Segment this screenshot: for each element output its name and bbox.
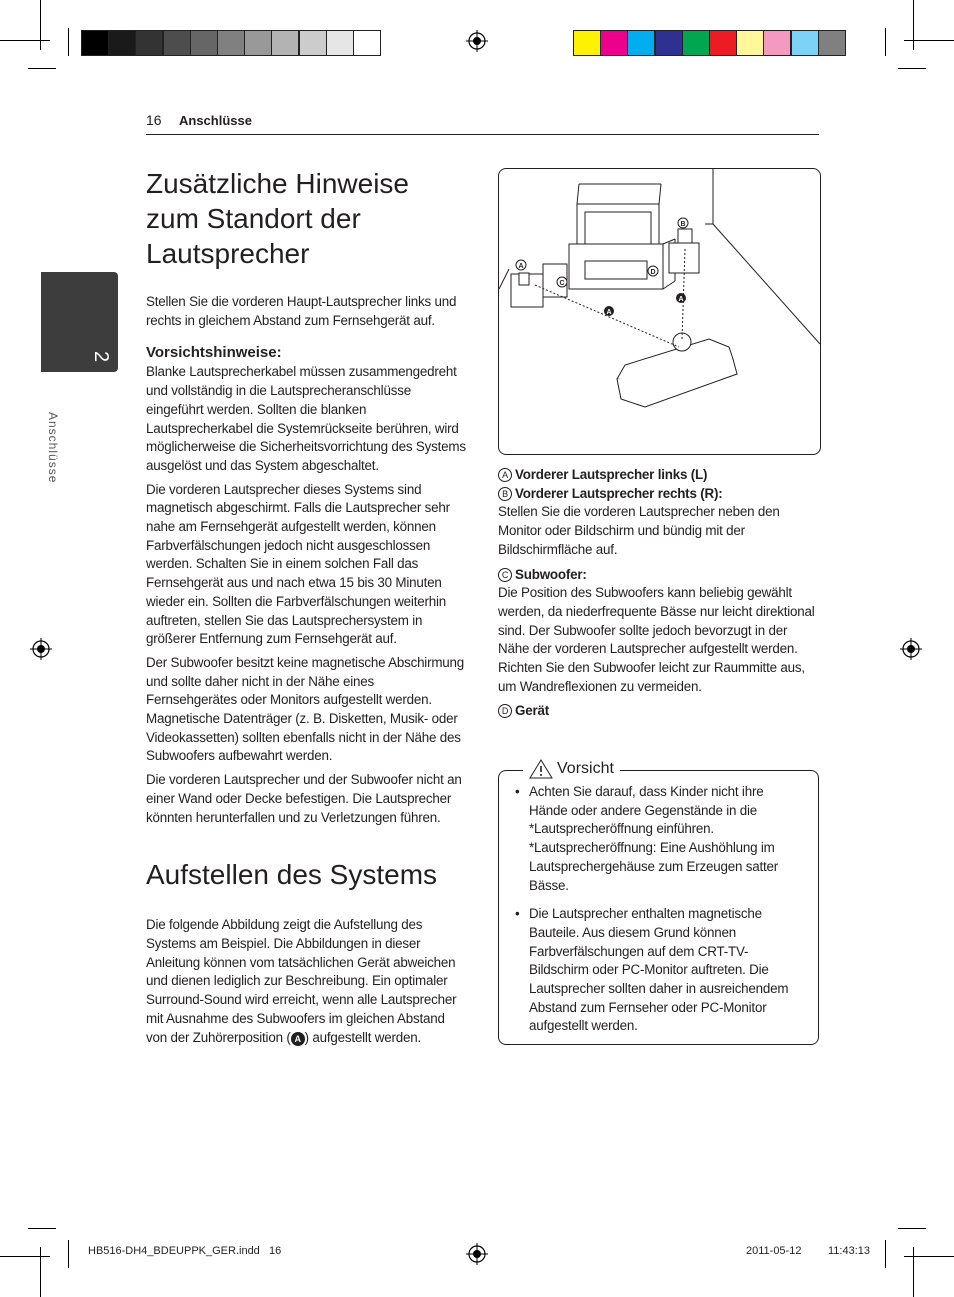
speaker-placement-figure xyxy=(498,168,821,455)
setup-paragraph: Die folgende Abbildung zeigt die Aufstellung des Systems am Beispiel. Die Abbildungen in dieser Anleitung können vom tatsächlichen Gerät abweichen und dienen lediglich zur Beschreibung. Ein optimaler Surround-Sound wird erreicht, wenn alle Lautsprecher mit Ausnahme des Subwoofers im gleichen Abstand von der Zuhörerposition ( A ) aufgestellt werden. xyxy=(146,917,457,1045)
section-heading: Zusätzliche Hinweise zum Standort der Lautsprecher xyxy=(146,168,409,269)
caution-paragraph-1: Blanke Lautsprecherkabel müssen zusammengedreht und vollständig in die Lautsprecheranschlüsse eingeführt werden. Sollten die blanken Lautsprecherkabel die Systemrückseite berühren, wird möglicherweise die Sicherheitsvorrichtung des Systems ausgelöst und das System abgeschaltet. xyxy=(146,364,466,473)
page-number: 16 xyxy=(146,112,162,128)
color-swatch xyxy=(709,30,737,56)
gray-swatch xyxy=(163,30,191,56)
registration-mark-icon xyxy=(30,638,52,660)
legend-item-c: C Subwoofer: Die Position des Subwoofers kann beliebig gewählt werden, da niederfrequente Bässe nur leicht direktional sind. Der Subwoofer sollte jedoch bevorzugt in der Nähe der vorderen Lautsprecher aufgestellt werden. Richten Sie den Subwoofer leicht zur Raummitte aus, um Wandreflexionen zu vermeiden. xyxy=(498,566,815,694)
caution-box-title: Vorsicht xyxy=(523,759,620,779)
chapter-tab xyxy=(41,272,118,372)
gray-swatch xyxy=(190,30,218,56)
left-column xyxy=(146,166,468,1052)
gray-swatch xyxy=(299,30,327,56)
figure-label-b: B xyxy=(680,221,686,228)
color-swatch xyxy=(763,30,791,56)
figure-label-a: A xyxy=(518,263,524,270)
footer-file: HB516-DH4_BDEUPPK_GER.indd 16 xyxy=(88,1245,282,1257)
color-swatch xyxy=(573,30,601,56)
footer xyxy=(88,1245,888,1265)
gray-swatch xyxy=(353,30,381,56)
figure-marker-a2: A xyxy=(678,296,684,303)
registration-mark-icon xyxy=(466,30,488,52)
registration-mark-icon xyxy=(900,638,922,660)
gray-swatch xyxy=(244,30,272,56)
figure-label-d: D xyxy=(650,269,656,276)
gray-swatch xyxy=(326,30,354,56)
color-swatch xyxy=(818,30,846,56)
gray-swatch xyxy=(271,30,299,56)
figure-marker-a1: A xyxy=(606,309,612,316)
color-swatch xyxy=(736,30,764,56)
footer-time: 11:43:13 xyxy=(828,1245,871,1257)
legend-item-d: D Gerät xyxy=(498,702,820,721)
marker-a-icon: A xyxy=(291,1032,305,1046)
gray-swatch xyxy=(81,30,109,56)
gray-swatch xyxy=(217,30,245,56)
color-swatch xyxy=(627,30,655,56)
gray-swatch xyxy=(108,30,136,56)
color-swatch xyxy=(682,30,710,56)
caution-paragraph-4: Die vorderen Lautsprecher und der Subwoofer nicht an einer Wand oder Decke befestigen. Die Lautsprecher könnten herunterfallen und zu Verletzungen führen. xyxy=(146,772,462,825)
caution-box xyxy=(498,760,819,1045)
legend-item-a: A Vorderer Lautsprecher links (L) xyxy=(498,466,820,485)
intro-paragraph: Stellen Sie die vorderen Haupt-Lautsprecher links und rechts in gleichem Abstand zum Fernsehgerät auf. xyxy=(146,294,457,328)
caution-item-2: • Die Lautsprecher enthalten magnetische Bauteile. Aus diesem Grund können Farbverfälschungen auf dem CRT-TV-Bildschirm oder PC-Monitor auftreten. Die Lautsprecher sollten daher in ausreichendem Abstand zum Fernseher oder PC-Monitor aufgestellt werden. xyxy=(513,905,803,1036)
footer-date: 2011-05-12 xyxy=(746,1245,802,1257)
caution-item-1: • Achten Sie darauf, dass Kinder nicht ihre Hände oder andere Gegenstände in die *Lautsprecheröffnung einführen. *Lautsprecheröffnung: Eine Aushöhlung im Lautsprechergehäuse zum Erzeugen satter Bässe. xyxy=(513,783,803,895)
warning-icon xyxy=(529,759,553,779)
color-swatch xyxy=(791,30,819,56)
caution-heading: Vorsichtshinweise: xyxy=(146,344,282,362)
color-swatch xyxy=(600,30,628,56)
chapter-label: Anschlüsse xyxy=(46,412,60,484)
legend-item-b: B Vorderer Lautsprecher rechts (R): Stellen Sie die vorderen Lautsprecher neben den Monitor oder Bildschirm und bündig mit der Bildschirmfläche auf. xyxy=(498,485,780,557)
section-title: Anschlüsse xyxy=(179,113,252,128)
gray-swatch xyxy=(135,30,163,56)
color-swatch xyxy=(655,30,683,56)
legend xyxy=(498,466,820,721)
figure-label-c: C xyxy=(559,280,565,287)
room-illustration xyxy=(499,169,820,454)
caution-paragraph-3: Der Subwoofer besitzt keine magnetische Abschirmung und sollte daher nicht in der Nähe eines Fernsehgerätes oder Monitors aufgestellt werden. Magnetische Datenträger (z. B. Disketten, Musik- oder Videokassetten) sollten ebenfalls nicht in der Nähe des Subwoofers aufbewahrt werden. xyxy=(146,654,465,764)
section-heading-2: Aufstellen des Systems xyxy=(146,859,438,891)
caution-paragraph-2: Die vorderen Lautsprecher dieses Systems sind magnetisch abgeschirmt. Falls die Lautsprecher sehr nahe am Fernsehgerät aufgestellt werden, können Farbverfälschungen jedoch nicht ausgeschlossen werden. Schalten Sie in einem solchen Fall das Fernsehgerät aus und nach etwa 15 bis 30 Minuten wieder ein. Sollten die Farbverfälschungen weiterhin auftreten, stellen Sie das Lautsprechersystem in größerer Entfernung zum Fernsehgerät auf. xyxy=(146,481,450,647)
page-header xyxy=(146,110,819,135)
chapter-number: 2 xyxy=(89,350,112,363)
